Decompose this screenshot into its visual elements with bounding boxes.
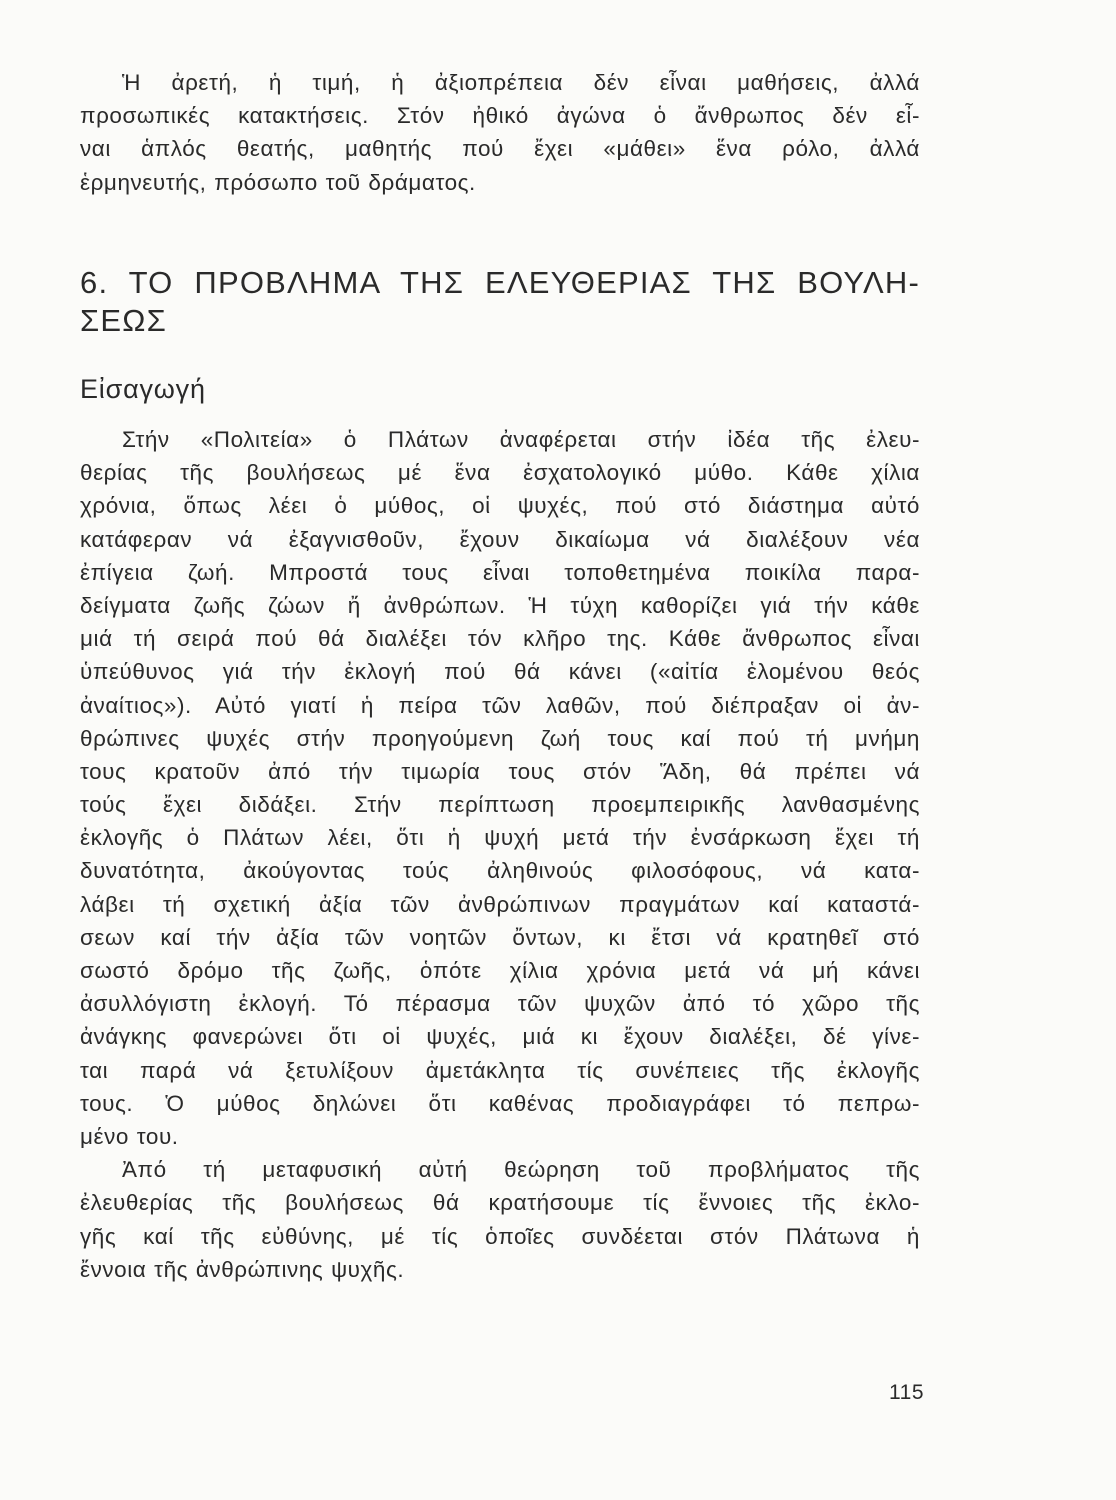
text-line: κατάφεραν νά ἐξαγνισθοῦν, ἔχουν δικαίωμα νά διαλέξουν νέα: [80, 526, 920, 552]
text-line: ἀναίτιος»). Αὐτό γιατί ἡ πείρα τῶν λαθῶν, πού διέπραξαν οἱ ἀν-: [80, 692, 920, 718]
subheading: Εἰσαγωγή: [80, 374, 206, 404]
text-line: δυνατότητα, ἀκούγοντας τούς ἀληθινούς φιλοσόφους, νά κατα-: [80, 858, 920, 884]
text-line: τούς ἔχει διδάξει. Στήν περίπτωση προεμπειρικῆς λανθασμένης: [80, 792, 920, 818]
section-heading-line: 6. ΤΟ ΠΡΟΒΛΗΜΑ ΤΗΣ ΕΛΕΥΘΕΡΙΑΣ ΤΗΣ ΒΟΥΛΗ-: [80, 265, 920, 300]
page-number: 115: [889, 1381, 924, 1404]
text-line: ἀνάγκης φανερώνει ὅτι οἱ ψυχές, μιά κι ἔχουν διαλέξει, δέ γίνε-: [80, 1024, 920, 1050]
text-line: ἐκλογῆς ὁ Πλάτων λέει, ὅτι ἡ ψυχή μετά τήν ἐνσάρκωση ἔχει τή: [80, 825, 920, 851]
text-line: σεων καί τήν ἀξία τῶν νοητῶν ὄντων, κι ἔτσι νά κρατηθεῖ στό: [80, 924, 920, 950]
text-line: ἑρμηνευτής, πρόσωπο τοῦ δράματος.: [80, 169, 476, 195]
text-line: χρόνια, ὅπως λέει ὁ μύθος, οἱ ψυχές, πού στό διάστημα αὐτό: [80, 493, 920, 519]
text-line: θερίας τῆς βουλήσεως μέ ἕνα ἐσχατολογικό μύθο. Κάθε χίλια: [80, 460, 920, 486]
section-heading: [80, 264, 920, 340]
text-line: ἐλευθερίας τῆς βουλήσεως θά κρατήσουμε τίς ἔννοιες τῆς ἐκλο-: [80, 1190, 920, 1216]
text-line: τους. Ὁ μύθος δηλώνει ὅτι καθένας προδιαγράφει τό πεπρω-: [80, 1090, 920, 1116]
text-line: ἐπίγεια ζωή. Μπροστά τους εἶναι τοποθετημένα ποικίλα παρα-: [80, 559, 920, 585]
text-line: Ἡ ἀρετή, ἡ τιμή, ἡ ἀξιοπρέπεια δέν εἶναι μαθήσεις, ἀλλά: [122, 70, 920, 95]
text-line: προσωπικές κατακτήσεις. Στόν ἠθικό ἀγώνα ὁ ἄνθρωπος δέν εἶ-: [80, 103, 920, 129]
text-line: λάβει τή σχετική ἀξία τῶν ἀνθρώπινων πραγμάτων καί καταστά-: [80, 891, 920, 917]
text-line: θρώπινες ψυχές στήν προηγούμενη ζωή τους καί πού τή μνήμη: [80, 725, 920, 751]
intro-paragraph: [80, 66, 920, 199]
text-line: δείγματα ζωῆς ζώων ἤ ἀνθρώπων. Ἡ τύχη καθορίζει γιά τήν κάθε: [80, 592, 920, 618]
text-line: ὑπεύθυνος γιά τήν ἐκλογή πού θά κάνει («αἰτία ἑλομένου θεός: [80, 659, 920, 685]
text-line: Στήν «Πολιτεία» ὁ Πλάτων ἀναφέρεται στήν ἰδέα τῆς ἐλευ-: [122, 427, 920, 452]
text-line: τους κρατοῦν ἀπό τήν τιμωρία τους στόν Ἅδη, θά πρέπει νά: [80, 758, 920, 784]
text-line: μένο του.: [80, 1123, 179, 1149]
body-paragraphs: [80, 423, 920, 1286]
text-line: Ἀπό τή μεταφυσική αὐτή θεώρηση τοῦ προβλήματος τῆς: [122, 1157, 920, 1183]
text-line: ται παρά νά ξετυλίξουν ἀμετάκλητα τίς συνέπειες τῆς ἐκλογῆς: [80, 1057, 920, 1083]
text-line: μιά τή σειρά πού θά διαλέξει τόν κλῆρο της. Κάθε ἄνθρωπος εἶναι: [80, 626, 920, 652]
text-line: ἔννοια τῆς ἀνθρώπινης ψυχῆς.: [80, 1256, 405, 1282]
text-line: ἀσυλλόγιστη ἐκλογή. Τό πέρασμα τῶν ψυχῶν ἀπό τό χῶρο τῆς: [80, 991, 920, 1017]
section-heading-line: ΣΕΩΣ: [80, 303, 167, 338]
text-line: ναι ἁπλός θεατής, μαθητής πού ἔχει «μάθει» ἕνα ρόλο, ἀλλά: [80, 136, 920, 162]
text-line: γῆς καί τῆς εὐθύνης, μέ τίς ὁποῖες συνδέεται στόν Πλάτωνα ἡ: [80, 1223, 920, 1249]
text-line: σωστό δρόμο τῆς ζωῆς, ὁπότε χίλια χρόνια μετά νά μή κάνει: [80, 958, 920, 983]
